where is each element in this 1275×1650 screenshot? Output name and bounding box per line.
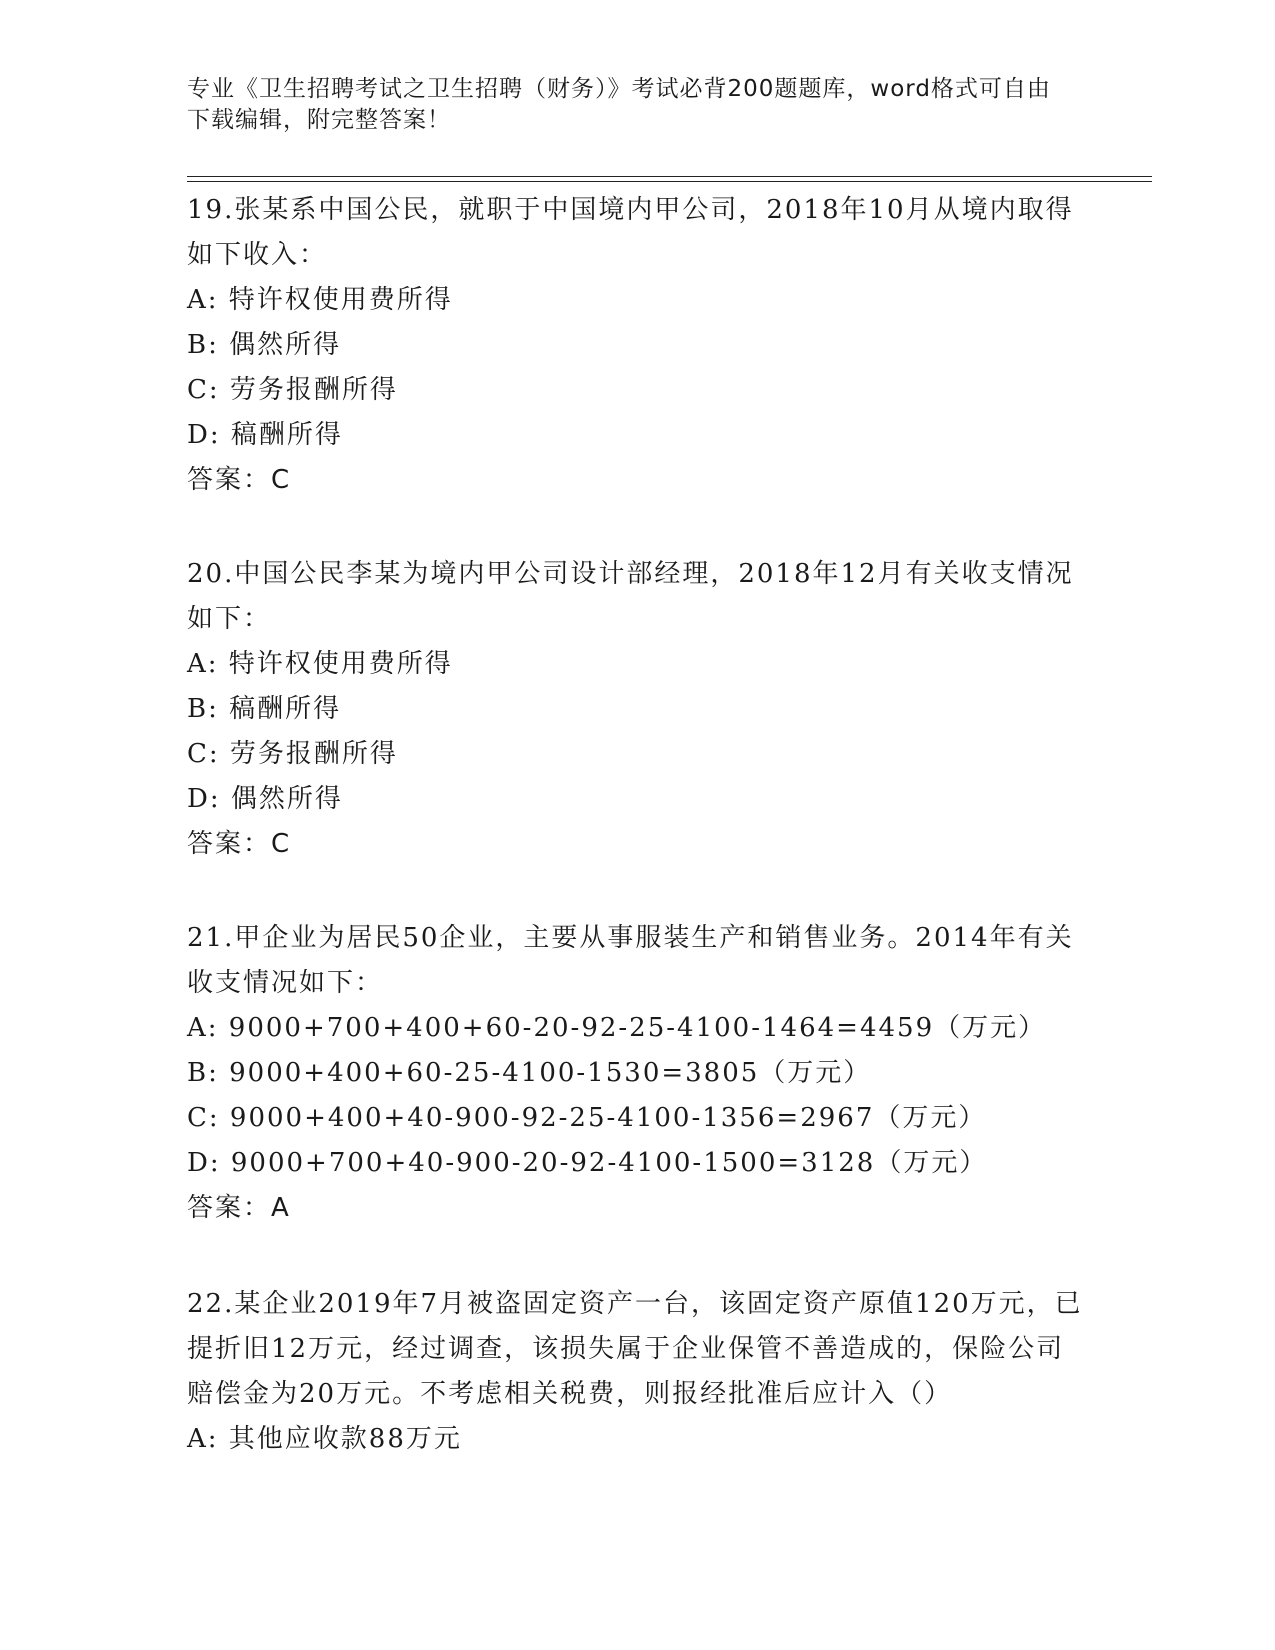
option-d: D: 偶然所得 [187,784,343,814]
document-header [187,74,1067,136]
answer: 答案：C [187,829,292,859]
header-divider [187,176,1152,177]
option-a: A: 9000+700+400+60-20-92-25-4100-1464=4459（万元） [187,1013,1047,1043]
option-c: C: 劳务报酬所得 [187,739,398,769]
question-21 [187,916,1087,1231]
option-d: D: 9000+700+40-900-20-92-4100-1500=3128（万元） [187,1148,988,1178]
option-c: C: 9000+400+40-900-92-25-4100-1356=2967（万元） [187,1103,987,1133]
header-divider-second [187,181,1152,182]
option-a: A: 特许权使用费所得 [187,649,453,679]
option-b: B: 偶然所得 [187,330,342,360]
option-a: A: 其他应收款88万元 [187,1424,462,1454]
option-c: C: 劳务报酬所得 [187,375,398,405]
question-20 [187,552,1087,867]
question-stem: 20.中国公民李某为境内甲公司设计部经理，2018年12月有关收支情况如下： [187,559,1074,634]
option-a: A: 特许权使用费所得 [187,285,453,315]
answer: 答案：A [187,1193,291,1223]
question-22 [187,1282,1087,1462]
question-stem: 22.某企业2019年7月被盗固定资产一台，该固定资产原值120万元，已提折旧12万元，经过调查，该损失属于企业保管不善造成的，保险公司赔偿金为20万元。不考虑相关税费，则报经批准后应计入（） [187,1289,1083,1409]
option-b: B: 9000+400+60-25-4100-1530=3805（万元） [187,1058,872,1088]
answer: 答案：C [187,465,292,495]
question-stem: 21.甲企业为居民50企业，主要从事服装生产和销售业务。2014年有关收支情况如下： [187,923,1074,998]
question-19 [187,188,1087,503]
option-b: B: 稿酬所得 [187,694,342,724]
question-stem: 19.张某系中国公民，就职于中国境内甲公司，2018年10月从境内取得如下收入： [187,195,1074,270]
option-d: D: 稿酬所得 [187,420,343,450]
header-text: 专业《卫生招聘考试之卫生招聘（财务）》考试必背200题题库，word格式可自由下载编辑，附完整答案！ [187,76,1051,133]
